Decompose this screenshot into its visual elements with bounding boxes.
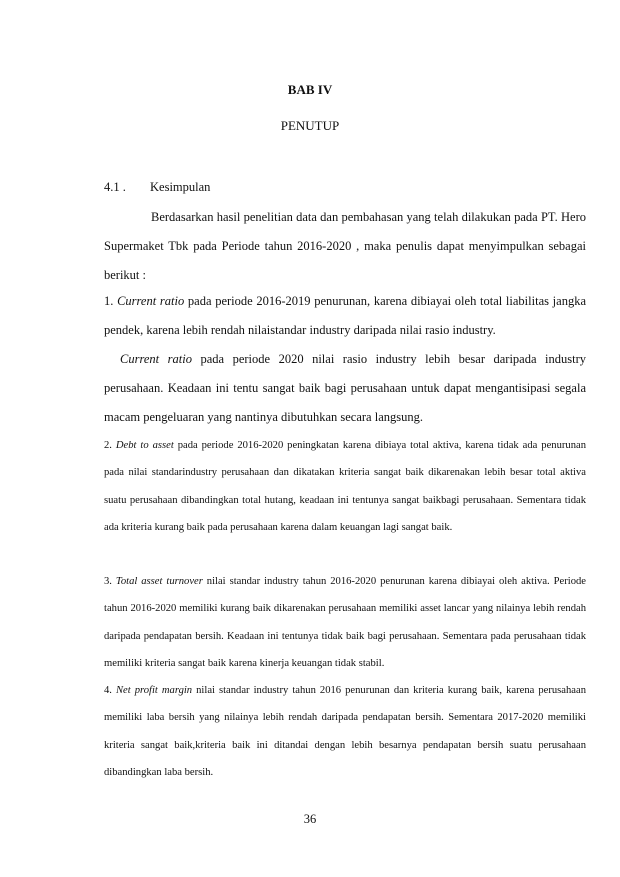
item-term: Net profit margin: [115, 685, 193, 696]
item-text: nilai standar industry tahun 2016 penurunan dan kriteria kurang baik, karena perusahaan memiliki laba bersih yang nilainya lebih rendah daripada pendapatan bersih. Sementara 2017-2020 memiliki kriteria sangat baik,kriteria baik ini ditandai dengan lebih besarnya pendapatan bersih suatu perusahaan dibandingkan laba bersih.: [104, 685, 586, 779]
chapter-subtitle: PENUTUP: [280, 118, 340, 133]
chapter-title: BAB IV: [287, 82, 333, 97]
item-number: 2.: [104, 440, 112, 451]
section-title: Kesimpulan: [150, 180, 211, 194]
item-number: 3.: [104, 576, 112, 587]
item-term: Current ratio: [120, 352, 192, 366]
item-number: 4.: [104, 685, 112, 696]
conclusion-item-3: [104, 568, 586, 678]
conclusion-item-4: [104, 677, 586, 787]
item-term: Total asset turnover: [115, 576, 203, 587]
item-number: 1.: [104, 294, 114, 308]
item-term: Debt to asset: [115, 440, 174, 451]
intro-paragraph: Berdasarkan hasil penelitian data dan pembahasan yang telah dilakukan pada PT. Hero Supermaket Tbk pada Periode tahun 2016-2020 , maka penulis dapat menyimpulkan sebagai berikut :: [104, 210, 586, 282]
item-text: nilai standar industry tahun 2016-2020 penurunan karena dibiayai oleh aktiva. Periode tahun 2016-2020 memiliki kurang baik dikarenakan perusahaan memiliki asset lancar yang nilainya lebih rendah daripada pendapatan bersih. Keadaan ini tentunya tidak baik bagi perusahaan. Sementara pada perusahaan tidak memiliki kriteria sangat baik karena kinerja keuangan tidak stabil.: [104, 576, 586, 670]
item-text: pada periode 2016-2020 peningkatan karena dibiaya total aktiva, karena tidak ada penurunan pada nilai standarindustry perusahaan dan dikatakan kriteria sangat baik dikarenakan lebih besar total aktiva suatu perusahaan dibandingkan total hutang, keadaan ini tentunya sangat baikbagi perusahaan. Sementara tidak ada kriteria kurang baik pada perusahaan karena dalam keuangan lagi sangat baik.: [104, 440, 586, 534]
item-text: pada periode 2020 nilai rasio industry lebih besar daripada industry perusahaan. Keadaan ini tentu sangat baik bagi perusahaan untuk dapat mengantisipasi segala macam pengeluaran yang nantinya dibutuhkan secara langsung.: [104, 352, 587, 424]
item-text: pada periode 2016-2019 penurunan, karena dibiayai oleh total liabilitas jangka pendek, karena lebih rendah nilaistandar industry daripada nilai rasio industry.: [104, 294, 586, 337]
page-number: 36: [303, 812, 317, 826]
conclusion-item-1: [104, 287, 586, 345]
conclusion-item-2: [104, 432, 586, 542]
section-heading: [104, 180, 210, 195]
conclusion-item-1-continued: [104, 345, 586, 432]
item-term: Current ratio: [117, 294, 185, 308]
section-number: 4.1 .: [104, 180, 126, 194]
